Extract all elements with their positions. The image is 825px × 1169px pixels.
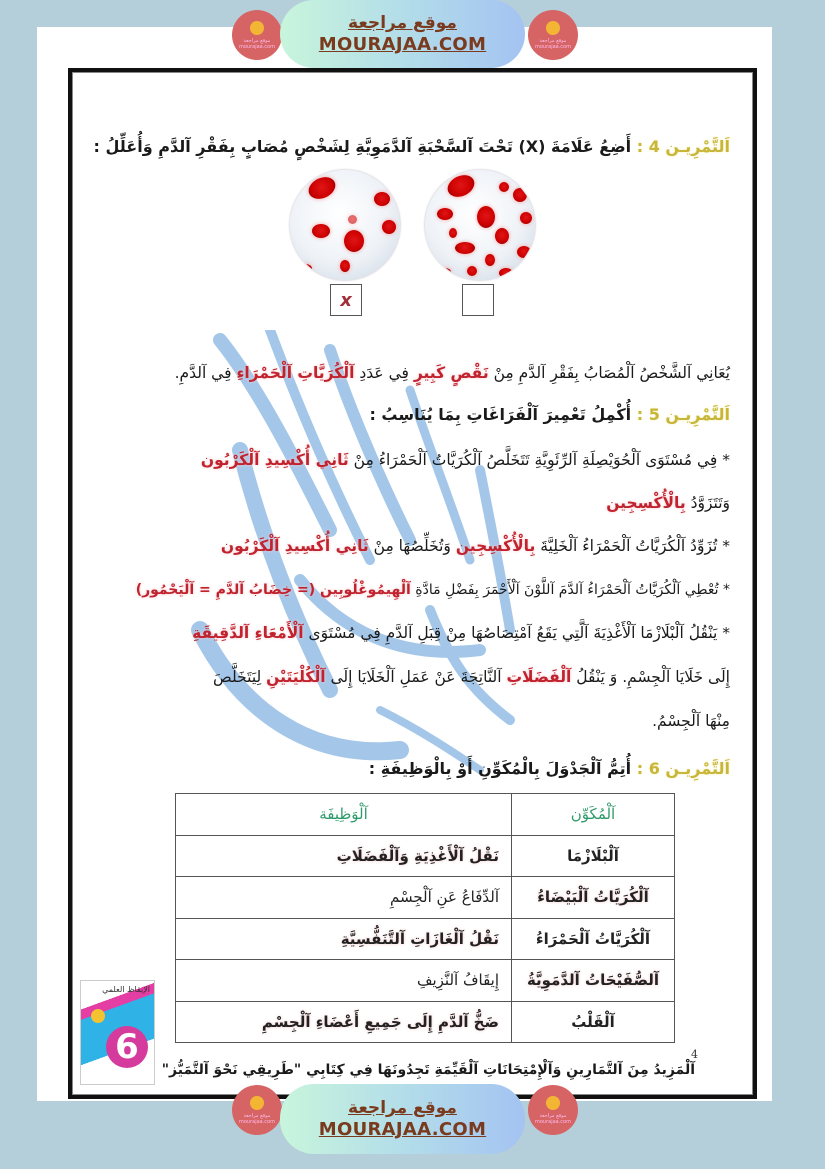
exercise-5-line-4 (136, 582, 730, 598)
exercise-5-instruction: أُكْمِلُ تَعْمِيرَ آلْفَرَاغَاتِ بِمَا يُنَاسِبُ : (369, 405, 632, 424)
checkbox-anemic[interactable] (330, 284, 362, 316)
logo-icon (250, 21, 264, 35)
line-text: إِلَى خَلَايَا آلْجِسْمِ. وَ يَنْقُلُ (571, 668, 730, 686)
book-cover-image (80, 980, 155, 1085)
answer-highlight: نَقْصٍ كَبِيرٍ (413, 364, 489, 382)
logo-icon (546, 1096, 560, 1110)
fill-in-answer: آلْكُلْيَتَيْنِ (266, 668, 326, 686)
cell-component: آلصُّفَيْحَاتُ آلدَّمَوِيَّةُ (512, 960, 675, 1002)
book-grade: 6 (106, 1026, 148, 1068)
fill-in-answer: ثَانِي أُكْسِيدِ آلْكَرْبُون (220, 537, 369, 555)
exercise-5-line-6 (213, 668, 730, 686)
book-badge-icon (91, 1009, 105, 1023)
exercise-5-line-1 (201, 451, 730, 469)
banner-arabic: موقع مراجعة (348, 13, 457, 33)
logo-badge-text: موقع مراجعة mourajaa.com (534, 1112, 571, 1125)
exercise-4-answer (175, 364, 730, 382)
exercise-6-instruction: أُتِمُّ آلْجَدْوَلَ بِالْمُكَوِّنِ أَوْ بِالْوَظِيفَةِ : (368, 759, 632, 778)
logo-badge-left[interactable] (232, 1085, 282, 1135)
book-title: الإيقاظ العلمي (102, 985, 150, 994)
cell-function: ضَخُّ آلدَّمِ إِلَى جَمِيعِ أَعْضَاءِ آلْجِسْمِ (176, 1001, 512, 1043)
banner-arabic: موقع مراجعة (348, 1098, 457, 1118)
page-number: 4 (691, 1048, 698, 1061)
line-text: وَتَتَزَوَّدُ (685, 494, 730, 512)
logo-badge-text: موقع مراجعة mourajaa.com (534, 37, 571, 50)
table-row (176, 1001, 675, 1043)
header-function: آلْوَظِيفَة (176, 794, 512, 836)
footer-promo-text: آلْمَزِيدُ مِنَ آلتَّمَارِينِ وَآلْإِمْتِحَانَاتِ آلْقَيِّمَةِ تَجِدُونَهَا فِي كِتَابِي "طَرِيقِي نَحْوَ آلتَّمَيُّز" (161, 1062, 695, 1078)
table-row (176, 835, 675, 877)
logo-badge-left[interactable] (232, 10, 282, 60)
table-header-row (176, 794, 675, 836)
answer-highlight: آلْكُرَيَّاتِ آلْحَمْرَاءِ (236, 364, 355, 382)
cell-component: آلْكُرَيَّاتُ آلْحَمْرَاءُ (512, 918, 675, 960)
exercise-4-heading (94, 137, 730, 156)
line-text: * يَنْقُلُ آلْبْلَازْمَا آلْأَغْذِيَةَ آلَّتِي يَقَعُ آمْتِصَاصُهَا مِنْ قِبَلِ آلدَّمِ فِي مُسْتَوَى (303, 624, 730, 642)
fill-in-answer: ثَانِي أُكْسِيدِ آلْكَرْبُون (200, 451, 349, 469)
banner-english: MOURAJAA.COM (318, 34, 487, 55)
line-text: * تُزَوِّدُ آلْكُرَيَّاتُ آلْحَمْرَاءُ آلْخَلِيَّةَ (535, 537, 730, 555)
logo-badge-right[interactable] (528, 1085, 578, 1135)
table-row (176, 918, 675, 960)
blood-sample-normal (425, 170, 535, 280)
fill-in-answer: بِالْأُكْسِجِين (606, 494, 686, 512)
checkbox-normal[interactable] (462, 284, 494, 316)
logo-icon (250, 1096, 264, 1110)
header-component: آلْمُكَوِّن (512, 794, 675, 836)
answer-text: يُعَانِي آلشَّخْصُ آلْمُصَابُ بِفَقْرِ آلدَّمِ مِنْ (488, 364, 730, 382)
cell-function: نَقْلُ آلْأَغْذِيَةِ وَآلْفَضَلَاتِ (176, 835, 512, 877)
exercise-4-instruction: أَضِعُ عَلَامَةَ (X) تَحْتَ آلسَّحْبَةِ آلدَّمَوِيَّةِ لِشَخْصٍ مُصَابٍ بِفَقْرِ آلدَّمِ وَأُعَلِّلُ : (93, 137, 632, 156)
answer-text: فِي آلدَّمِ. (174, 364, 237, 382)
site-banner-top[interactable] (280, 0, 525, 68)
exercise-5-line-5 (192, 624, 730, 642)
exercise-5-line-7 (652, 712, 730, 730)
blood-sample-anemic (290, 170, 400, 280)
exercise-5-line-2 (606, 494, 730, 512)
answer-text: فِي عَدَدِ (354, 364, 414, 382)
logo-badge-text: موقع مراجعة mourajaa.com (238, 1112, 275, 1125)
fill-in-answer: آلْهِيمُوغْلُوبِين (= خِضَابُ آلدَّمِ = آلْيَحْمُور) (135, 582, 411, 598)
logo-icon (546, 21, 560, 35)
exercise-6-label: اَلتَّمْرِيـن 6 : (636, 759, 730, 778)
cell-component: آلْقَلْبُ (512, 1001, 675, 1043)
cell-function: آلدِّفَاعُ عَنِ آلْجِسْمِ (176, 877, 512, 919)
cell-function: نَقْلُ آلْغَازَاتِ آلتَّنَفُّسِيَّةِ (176, 918, 512, 960)
fill-in-answer: آلْفَضَلَاتِ (506, 668, 572, 686)
line-text: وَتُخَلِّصُهَا مِنْ (368, 537, 456, 555)
cell-component: آلْكُرَيَّاتُ آلْبَيْضَاءُ (512, 877, 675, 919)
line-text: لِيَتَخَلَّصَ (213, 668, 267, 686)
component-function-table (175, 793, 675, 1043)
x-mark-icon: x (340, 289, 352, 311)
table-row (176, 960, 675, 1002)
logo-badge-right[interactable] (528, 10, 578, 60)
exercise-5-line-3 (221, 537, 730, 555)
fill-in-answer: بِالْأُكْسِجِين (455, 537, 536, 555)
line-text: * تُعْطِي آلْكُرَيَّاتُ آلْحَمْرَاءُ آلدَّمَ آللَّوْنَ آلْأَحْمَرَ بِفَضْلِ مَادَّةِ (410, 582, 730, 598)
line-text: مِنْهَا آلْجِسْمُ. (652, 712, 730, 730)
exercise-6-heading (369, 759, 730, 778)
table-row (176, 877, 675, 919)
line-text: * فِي مُسْتَوَى آلْحُوَيْصِلَةِ آلرِّئَوِيَّةِ تَتَخَلَّصُ آلْكُرَيَّاتُ آلْحَمْرَاءُ مِنْ (348, 451, 730, 469)
logo-badge-text: موقع مراجعة mourajaa.com (238, 37, 275, 50)
exercise-5-heading (369, 405, 730, 424)
cell-function: إِيقَافُ آلنَّزِيفِ (176, 960, 512, 1002)
cell-component: آلْبْلَازْمَا (512, 835, 675, 877)
line-text: آلنَّاتِجَةَ عَنْ عَمَلِ آلْخَلَايَا إِلَى (325, 668, 507, 686)
fill-in-answer: آلْأَمْعَاءِ آلدَّقِيقَةِ (192, 624, 304, 642)
site-banner-bottom[interactable] (280, 1084, 525, 1154)
exercise-5-label: اَلتَّمْرِيـن 5 : (636, 405, 730, 424)
exercise-4-label: اَلتَّمْرِيـن 4 : (636, 137, 730, 156)
banner-english: MOURAJAA.COM (318, 1119, 487, 1140)
